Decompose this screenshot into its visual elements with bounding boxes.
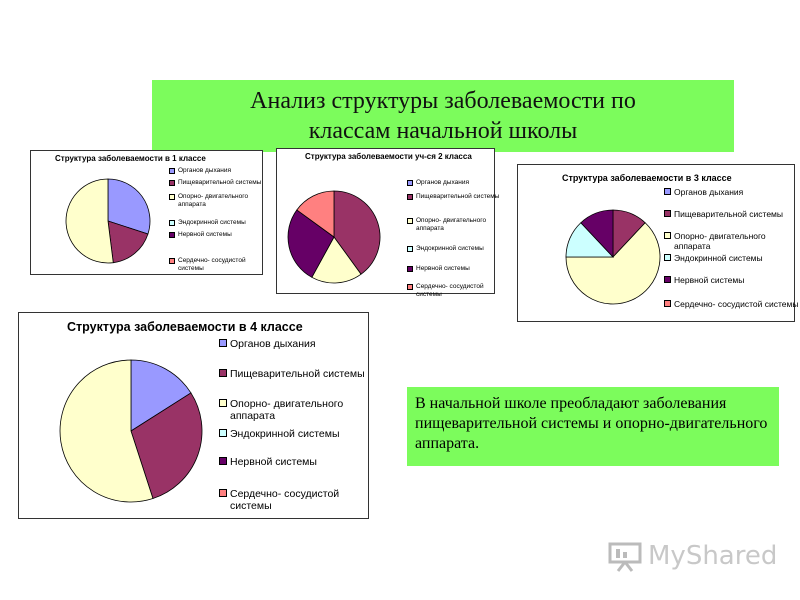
legend-swatch <box>219 489 227 497</box>
chart-grade-4 <box>18 312 369 519</box>
legend-label: Сердечно- сосудистой системы <box>230 488 340 512</box>
legend-swatch <box>664 300 671 307</box>
chart-grade-1 <box>30 150 263 275</box>
legend-item <box>219 488 375 512</box>
legend-label: Сердечно- сосудистой системы <box>416 283 484 298</box>
legend-swatch <box>664 232 671 239</box>
legend-item <box>219 456 375 468</box>
chart-title: Структура заболеваемости в 1 классе <box>55 154 206 163</box>
legend-item <box>407 245 501 253</box>
legend-item <box>219 368 375 380</box>
slide-title: Анализ структуры заболеваемости по классам начальной школы <box>250 88 636 144</box>
legend-swatch <box>169 180 175 186</box>
legend-item <box>169 179 270 187</box>
legend-swatch <box>664 188 671 195</box>
legend-item <box>169 167 270 175</box>
legend-item <box>219 398 375 422</box>
legend-swatch <box>169 220 175 226</box>
legend-item <box>407 179 501 187</box>
legend-label: Эндокринной системы <box>416 245 484 252</box>
legend-swatch <box>219 369 227 377</box>
legend-item <box>664 275 799 285</box>
chart-grade-3 <box>517 164 799 322</box>
legend-swatch <box>169 194 175 200</box>
legend-item <box>219 338 375 350</box>
legend-label: Пищеварительной системы <box>178 179 262 186</box>
legend-item <box>664 231 799 251</box>
conclusion-text: В начальной школе преобладают заболевания пищеварительной системы и опорно-двигательного аппарата. <box>415 395 768 452</box>
legend-label: Органов дыхания <box>178 167 231 174</box>
legend-label: Эндокринной системы <box>178 219 246 226</box>
legend-label: Опорно- двигательного аппарата <box>178 193 249 208</box>
legend-swatch <box>219 399 227 407</box>
legend-item <box>407 265 501 273</box>
legend-label: Нервной системы <box>230 456 317 468</box>
legend-swatch <box>664 254 671 261</box>
legend-label: Органов дыхания <box>674 187 744 197</box>
legend-label: Пищеварительной системы <box>230 368 365 380</box>
legend-item <box>169 257 270 273</box>
legend-item <box>169 231 270 239</box>
legend-label: Сердечно- сосудистой системы <box>674 299 799 309</box>
legend-swatch <box>664 276 671 283</box>
legend-item <box>664 299 799 309</box>
legend-label: Эндокринной системы <box>674 253 763 263</box>
legend-swatch <box>407 284 413 290</box>
legend-swatch <box>219 429 227 437</box>
brand-name: MyShared <box>648 541 778 571</box>
legend-item <box>219 428 375 440</box>
conclusion-note <box>407 387 779 466</box>
chart-title: Структура заболеваемости уч-ся 2 класса <box>305 152 472 161</box>
legend-label: Пищеварительной системы <box>674 209 783 219</box>
chart-grade-2 <box>276 148 500 298</box>
chart-title: Структура заболеваемости в 4 классе <box>67 320 303 334</box>
legend-item <box>664 253 799 263</box>
legend-label: Пищеварительной системы <box>416 193 500 200</box>
legend-label: Органов дыхания <box>416 179 469 186</box>
legend-label: Опорно- двигательного аппарата <box>674 231 766 251</box>
legend-swatch <box>407 246 413 252</box>
chart-title: Структура заболеваемости в 3 классе <box>562 173 732 183</box>
legend-item <box>407 217 501 233</box>
legend-swatch <box>169 168 175 174</box>
legend-item <box>407 283 501 299</box>
legend-swatch <box>664 210 671 217</box>
presentation-icon <box>608 540 642 572</box>
legend-label: Нервной системы <box>674 275 745 285</box>
legend-item <box>664 187 799 197</box>
brand-logo <box>608 538 777 574</box>
legend-swatch <box>407 266 413 272</box>
slide-title-box <box>152 80 734 152</box>
legend-label: Эндокринной системы <box>230 428 340 440</box>
legend-label: Нервной системы <box>416 265 470 272</box>
legend-swatch <box>169 232 175 238</box>
pie-slice <box>66 179 113 263</box>
legend-item <box>407 193 501 201</box>
legend-label: Опорно- двигательного аппарата <box>230 398 344 422</box>
legend-swatch <box>169 258 175 264</box>
legend-item <box>664 209 799 219</box>
legend-swatch <box>407 194 413 200</box>
legend-item <box>169 193 270 209</box>
legend-label: Опорно- двигательного аппарата <box>416 217 487 232</box>
legend-swatch <box>219 457 227 465</box>
legend-label: Нервной системы <box>178 231 232 238</box>
legend-item <box>169 219 270 227</box>
legend-label: Сердечно- сосудистой системы <box>178 257 246 272</box>
legend-label: Органов дыхания <box>230 338 316 350</box>
legend-swatch <box>407 180 413 186</box>
legend-swatch <box>407 218 413 224</box>
legend-swatch <box>219 339 227 347</box>
